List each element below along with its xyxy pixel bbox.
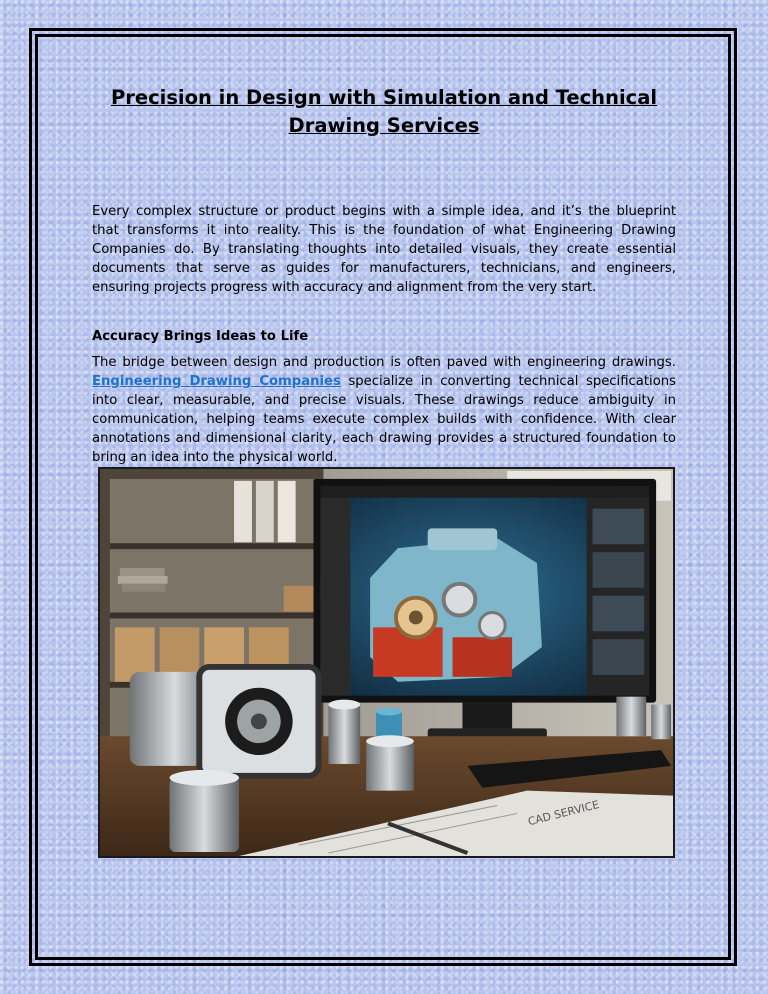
document-title: Precision in Design with Simulation and Technical Drawing Services [110, 86, 658, 137]
document-body [92, 84, 676, 467]
section-heading: Accuracy Brings Ideas to Life [92, 329, 309, 344]
intro-paragraph: Every complex structure or product begins with a simple idea, and it’s the blueprint that transforms it into reality. This is the foundation of what Engineering Drawing Companies do. By translating thoughts into detailed visuals, they create essential documents that serve as guides for manufacturers, technicians, and engineers, ensuring projects progress with accuracy and alignment from the very start. [92, 204, 676, 295]
photo-illustration [100, 469, 673, 856]
sheet-label: CAD SERVICE [526, 798, 601, 829]
paragraph-text-start: The bridge between design and production is often paved with engineering drawings. [92, 355, 676, 370]
section-paragraph [92, 353, 676, 467]
engineering-workspace-photo [98, 467, 675, 858]
paragraph-text-end: specialize in converting technical specifications into clear, measurable, and precise visuals. These drawings reduce ambiguity in communication, helping teams execute complex builds with confidence. With clear annotations and dimensional clarity, each drawing provides a structured foundation to bring an idea into the physical world. [92, 374, 676, 465]
engineering-drawing-companies-link[interactable]: Engineering Drawing Companies [92, 374, 341, 389]
